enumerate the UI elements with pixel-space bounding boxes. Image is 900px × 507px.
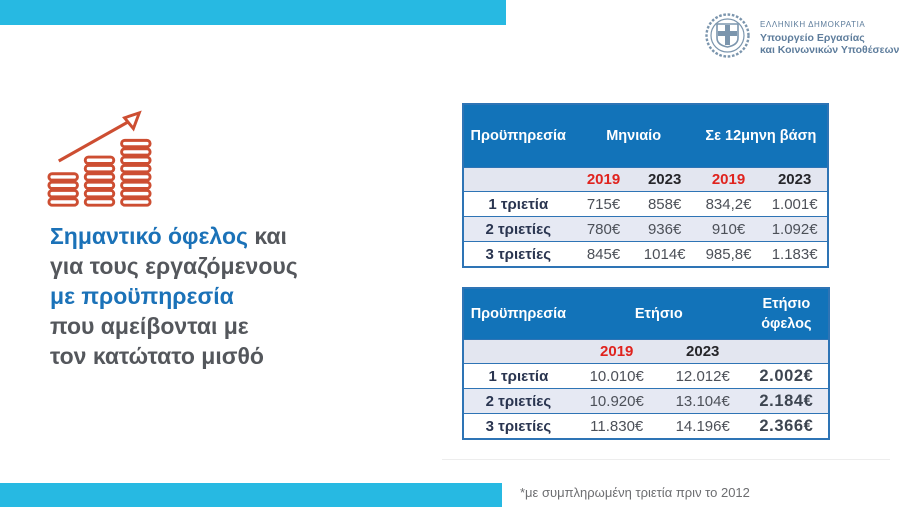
greek-emblem-icon bbox=[704, 12, 751, 64]
table-header-row bbox=[463, 104, 828, 168]
year-cell-2023: 2023 bbox=[661, 340, 745, 364]
gov-org-name: ΕΛΛΗΝΙΚΗ ΔΗΜΟΚΡΑΤΙΑ bbox=[760, 20, 866, 29]
table-row bbox=[463, 192, 828, 217]
value-cell: 985,8€ bbox=[695, 242, 763, 268]
value-cell: 858€ bbox=[635, 192, 695, 217]
value-cell: 936€ bbox=[635, 217, 695, 242]
row-label: 3 τριετίες bbox=[463, 242, 573, 268]
value-cell: 11.830€ bbox=[573, 414, 661, 440]
year-row bbox=[463, 340, 829, 364]
year-cell-2023: 2023 bbox=[762, 168, 828, 192]
table-row bbox=[463, 242, 828, 268]
row-label: 3 τριετίες bbox=[463, 414, 573, 440]
headline-line-2: για τους εργαζόμενους bbox=[50, 253, 298, 279]
top-accent-bar bbox=[0, 0, 506, 25]
row-label: 2 τριετίες bbox=[463, 389, 573, 414]
year-cell-empty bbox=[463, 340, 573, 364]
coin-stacks-growth-icon bbox=[46, 110, 154, 217]
table-row bbox=[463, 217, 828, 242]
value-cell: 12.012€ bbox=[661, 364, 745, 389]
row-label: 1 τριετία bbox=[463, 192, 573, 217]
value-cell: 1.092€ bbox=[762, 217, 828, 242]
col-header-annual: Ετήσιο bbox=[573, 288, 745, 340]
year-row bbox=[463, 168, 828, 192]
value-cell: 10.920€ bbox=[573, 389, 661, 414]
col-header-service: Προϋπηρεσία bbox=[463, 288, 573, 340]
headline bbox=[50, 221, 298, 371]
row-label: 1 τριετία bbox=[463, 364, 573, 389]
annual-wage-table bbox=[462, 287, 830, 440]
col-header-monthly: Μηνιαίο bbox=[573, 104, 695, 168]
benefit-cell: 2.002€ bbox=[745, 364, 829, 389]
year-cell-2023: 2023 bbox=[635, 168, 695, 192]
value-cell: 715€ bbox=[573, 192, 635, 217]
value-cell: 1.001€ bbox=[762, 192, 828, 217]
value-cell: 1.183€ bbox=[762, 242, 828, 268]
table-header-row bbox=[463, 288, 829, 340]
footnote: *με συμπληρωμένη τριετία πριν το 2012 bbox=[520, 485, 750, 500]
value-cell: 910€ bbox=[695, 217, 763, 242]
gov-ministry-line1: Υπουργείο Εργασίας bbox=[760, 32, 865, 44]
headline-line-4: που αμείβονται με bbox=[50, 313, 249, 339]
value-cell: 780€ bbox=[573, 217, 635, 242]
value-cell: 834,2€ bbox=[695, 192, 763, 217]
table-row bbox=[463, 414, 829, 440]
bottom-accent-bar bbox=[0, 483, 502, 507]
col-header-12month: Σε 12μηνη βάση bbox=[695, 104, 828, 168]
headline-line-3: με προϋπηρεσία bbox=[50, 283, 234, 309]
value-cell: 845€ bbox=[573, 242, 635, 268]
year-cell-2019: 2019 bbox=[573, 168, 635, 192]
value-cell: 13.104€ bbox=[661, 389, 745, 414]
headline-line-1: Σημαντικό όφελος και bbox=[50, 223, 287, 249]
value-cell: 1014€ bbox=[635, 242, 695, 268]
table-row bbox=[463, 389, 829, 414]
row-label: 2 τριετίες bbox=[463, 217, 573, 242]
year-cell-empty bbox=[745, 340, 829, 364]
gov-ministry-line2: και Κοινωνικών Υποθέσεων bbox=[760, 44, 900, 56]
value-cell: 10.010€ bbox=[573, 364, 661, 389]
government-logo bbox=[704, 12, 899, 64]
table-row bbox=[463, 364, 829, 389]
col-header-benefit: Ετήσιο όφελος bbox=[745, 288, 829, 340]
value-cell: 14.196€ bbox=[661, 414, 745, 440]
benefit-cell: 2.366€ bbox=[745, 414, 829, 440]
monthly-wage-table bbox=[462, 103, 829, 268]
footer-divider bbox=[442, 459, 890, 460]
headline-line-5: τον κατώτατο μισθό bbox=[50, 343, 264, 369]
col-header-service: Προϋπηρεσία bbox=[463, 104, 573, 168]
benefit-cell: 2.184€ bbox=[745, 389, 829, 414]
year-cell-2019: 2019 bbox=[695, 168, 763, 192]
year-cell-2019: 2019 bbox=[573, 340, 661, 364]
year-cell-empty bbox=[463, 168, 573, 192]
